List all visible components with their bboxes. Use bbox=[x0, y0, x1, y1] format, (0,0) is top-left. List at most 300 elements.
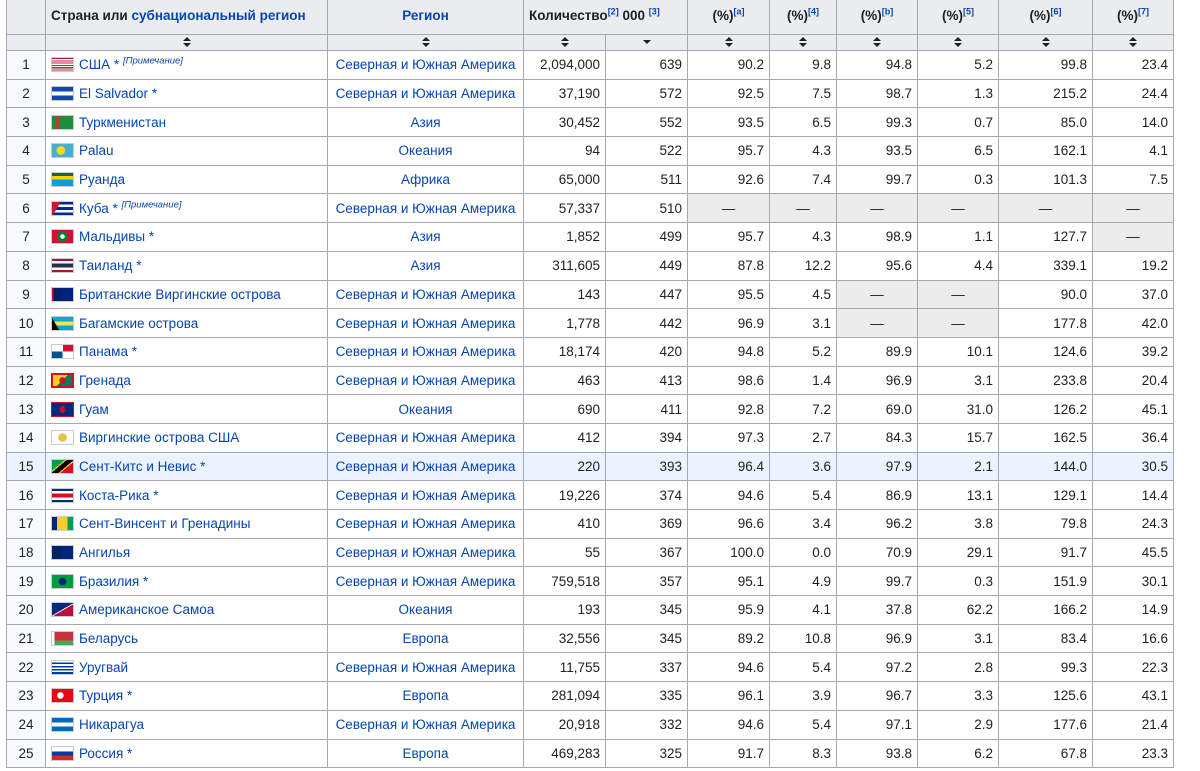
pct-cell: 29.1 bbox=[918, 538, 999, 567]
as-flag-icon bbox=[51, 602, 74, 617]
region-cell bbox=[328, 251, 524, 280]
table-row bbox=[7, 653, 1174, 682]
country-link[interactable]: Руанда bbox=[79, 172, 125, 188]
country-link[interactable]: Таиланд bbox=[79, 258, 133, 274]
table-row bbox=[7, 194, 1174, 223]
sort-updown-icon[interactable] bbox=[422, 37, 430, 47]
per-100k-cell: 413 bbox=[606, 366, 688, 395]
count-cell: 20,918 bbox=[524, 710, 606, 739]
per-100k-cell: 357 bbox=[606, 567, 688, 596]
rank-cell: 1 bbox=[7, 51, 46, 80]
header-row bbox=[7, 0, 1174, 35]
pct-cell: 6.5 bbox=[770, 108, 837, 137]
region-cell bbox=[328, 423, 524, 452]
country-link[interactable]: Уругвай bbox=[79, 659, 129, 675]
sort-pct-button[interactable] bbox=[1093, 35, 1174, 51]
sort-updown-icon[interactable] bbox=[799, 37, 807, 47]
region-link[interactable]: Северная и Южная Америка bbox=[335, 286, 516, 302]
pct-label: (%) bbox=[712, 8, 734, 23]
country-cell bbox=[46, 137, 328, 166]
pct-cell: 30.5 bbox=[1093, 452, 1174, 481]
count-cell: 412 bbox=[524, 423, 606, 452]
pct-cell: 4.4 bbox=[918, 251, 999, 280]
rank-cell: 16 bbox=[7, 481, 46, 510]
pct-cell: 30.1 bbox=[1093, 567, 1174, 596]
asterisk-marker: * bbox=[127, 745, 133, 761]
pct-header-6 bbox=[1093, 0, 1174, 35]
mv-flag-icon bbox=[51, 229, 74, 244]
table-row bbox=[7, 165, 1174, 194]
pct-cell: 99.7 bbox=[837, 165, 918, 194]
count-header-text: Количество bbox=[529, 8, 608, 23]
sort-updown-icon[interactable] bbox=[1129, 37, 1137, 47]
pct-cell: — bbox=[837, 194, 918, 223]
per-100k-cell: 420 bbox=[606, 337, 688, 366]
country-link[interactable]: Гуам bbox=[79, 401, 109, 417]
pct-cell: 95.6 bbox=[837, 251, 918, 280]
table-row bbox=[7, 481, 1174, 510]
cu-flag-icon bbox=[51, 201, 74, 216]
pct-cell: 6.5 bbox=[918, 137, 999, 166]
per-100k-cell: 394 bbox=[606, 423, 688, 452]
region-link[interactable]: Северная и Южная Америка bbox=[335, 344, 516, 360]
vg-flag-icon bbox=[51, 287, 74, 302]
pct-header-1 bbox=[688, 0, 770, 35]
asterisk-marker: * bbox=[148, 229, 155, 245]
country-cell bbox=[46, 108, 328, 137]
rank-cell: 15 bbox=[7, 452, 46, 481]
pct-cell: 7.2 bbox=[770, 395, 837, 424]
rank-cell: 19 bbox=[7, 567, 46, 596]
per-100k-cell: 335 bbox=[606, 682, 688, 711]
country-link[interactable]: Никарагуа bbox=[79, 717, 145, 733]
country-cell bbox=[46, 538, 328, 567]
table-row bbox=[7, 624, 1174, 653]
pct-cell: 23.4 bbox=[1093, 51, 1174, 80]
pct-cell: 6.2 bbox=[918, 739, 999, 768]
per-100k-cell: 552 bbox=[606, 108, 688, 137]
region-link[interactable]: Северная и Южная Америка bbox=[335, 57, 516, 73]
region-link[interactable]: Азия bbox=[410, 229, 441, 245]
pct-cell: 62.2 bbox=[918, 596, 999, 625]
pct-cell: 99.3 bbox=[837, 108, 918, 137]
table-row bbox=[7, 739, 1174, 768]
region-link[interactable]: Европа bbox=[402, 631, 449, 647]
pct-cell: 162.5 bbox=[999, 423, 1093, 452]
pct-cell: 98.9 bbox=[837, 223, 918, 252]
country-link[interactable]: Британские Виргинские острова bbox=[79, 286, 281, 302]
pct-cell: 3.3 bbox=[918, 682, 999, 711]
sort-desc-icon[interactable] bbox=[643, 37, 651, 47]
pct-cell: 36.4 bbox=[1093, 423, 1174, 452]
country-link[interactable]: США bbox=[79, 57, 111, 73]
region-cell bbox=[328, 682, 524, 711]
pct-ref-link[interactable]: [b] bbox=[881, 6, 894, 17]
region-link[interactable]: Северная и Южная Америка bbox=[335, 545, 516, 561]
pct-cell: 20.4 bbox=[1093, 366, 1174, 395]
country-cell bbox=[46, 452, 328, 481]
pct-cell: 94.6 bbox=[688, 481, 770, 510]
region-cell bbox=[328, 739, 524, 768]
table-row bbox=[7, 108, 1174, 137]
table-row bbox=[7, 79, 1174, 108]
region-cell bbox=[328, 596, 524, 625]
pct-cell: 2.1 bbox=[918, 452, 999, 481]
country-link[interactable]: Куба bbox=[79, 200, 109, 216]
pct-cell: 15.7 bbox=[918, 423, 999, 452]
country-cell bbox=[46, 510, 328, 539]
country-link[interactable]: Беларусь bbox=[79, 631, 139, 647]
country-link[interactable]: Туркменистан bbox=[79, 114, 167, 130]
count-cell: 193 bbox=[524, 596, 606, 625]
count-cell: 30,452 bbox=[524, 108, 606, 137]
pct-cell: 5.4 bbox=[770, 653, 837, 682]
pct-label: (%) bbox=[1117, 8, 1138, 23]
pct-header-2 bbox=[770, 0, 837, 35]
region-link[interactable]: Северная и Южная Америка bbox=[335, 573, 516, 589]
region-cell bbox=[328, 280, 524, 309]
country-link[interactable]: Сент-Винсент и Гренадины bbox=[79, 516, 251, 532]
region-link[interactable]: Океания bbox=[398, 143, 453, 159]
country-cell bbox=[46, 251, 328, 280]
rank-cell: 20 bbox=[7, 596, 46, 625]
pct-cell: 177.8 bbox=[999, 309, 1093, 338]
table-row bbox=[7, 423, 1174, 452]
pct-cell: 215.2 bbox=[999, 79, 1093, 108]
sort-pct-button[interactable] bbox=[770, 35, 837, 51]
sort-pct-button[interactable] bbox=[918, 35, 999, 51]
sort-updown-icon[interactable] bbox=[954, 37, 962, 47]
sort-per100k-button[interactable] bbox=[606, 35, 688, 51]
pct-cell: 0.0 bbox=[770, 538, 837, 567]
country-cell bbox=[46, 223, 328, 252]
country-link[interactable]: Мальдивы bbox=[79, 229, 146, 245]
pct-cell: 5.4 bbox=[770, 481, 837, 510]
pct-cell: 95.7 bbox=[688, 137, 770, 166]
region-link[interactable]: Европа bbox=[402, 745, 449, 761]
region-link[interactable]: Северная и Южная Америка bbox=[335, 372, 516, 388]
pct-cell: 3.4 bbox=[770, 510, 837, 539]
count-cell: 37,190 bbox=[524, 79, 606, 108]
pct-cell: 16.6 bbox=[1093, 624, 1174, 653]
country-cell bbox=[46, 481, 328, 510]
count-cell: 1,778 bbox=[524, 309, 606, 338]
pct-cell: — bbox=[1093, 223, 1174, 252]
pct-cell: 100.0 bbox=[688, 538, 770, 567]
rank-cell: 10 bbox=[7, 309, 46, 338]
kn-flag-icon bbox=[51, 459, 74, 474]
country-cell bbox=[46, 624, 328, 653]
pct-cell: 96.4 bbox=[688, 452, 770, 481]
th-flag-icon bbox=[51, 258, 74, 273]
region-link[interactable]: Северная и Южная Америка bbox=[335, 659, 516, 675]
pct-ref-link[interactable]: [a] bbox=[733, 6, 745, 17]
region-link[interactable]: Северная и Южная Америка bbox=[335, 717, 516, 733]
sort-updown-icon[interactable] bbox=[873, 37, 881, 47]
per-100k-cell: 511 bbox=[606, 165, 688, 194]
pct-cell: 90.0 bbox=[999, 280, 1093, 309]
pct-ref-link[interactable]: [6] bbox=[1050, 6, 1062, 17]
country-link[interactable]: Американское Самоа bbox=[79, 602, 215, 618]
country-header bbox=[46, 0, 328, 35]
pct-cell: 96.7 bbox=[837, 682, 918, 711]
region-link[interactable]: Европа bbox=[402, 688, 449, 704]
gd-flag-icon bbox=[51, 373, 74, 388]
pct-cell: 85.0 bbox=[999, 108, 1093, 137]
pct-cell: 1.1 bbox=[918, 223, 999, 252]
pct-cell: 79.8 bbox=[999, 510, 1093, 539]
count-cell: 143 bbox=[524, 280, 606, 309]
pct-cell: 96.2 bbox=[837, 510, 918, 539]
pct-cell: 4.1 bbox=[770, 596, 837, 625]
rank-cell: 17 bbox=[7, 510, 46, 539]
pct-cell: 89.2 bbox=[688, 624, 770, 653]
count-cell: 690 bbox=[524, 395, 606, 424]
pct-cell: 97.1 bbox=[837, 710, 918, 739]
country-link[interactable]: Багамские острова bbox=[79, 315, 199, 331]
region-link[interactable]: Регион bbox=[402, 8, 449, 23]
pct-cell: 98.7 bbox=[837, 79, 918, 108]
pct-cell: 94.8 bbox=[837, 51, 918, 80]
pct-cell: 8.3 bbox=[770, 739, 837, 768]
count-cell: 410 bbox=[524, 510, 606, 539]
pct-header-4 bbox=[918, 0, 999, 35]
pct-cell: 4.3 bbox=[770, 223, 837, 252]
country-link[interactable]: Бразилия bbox=[79, 573, 140, 589]
country-link[interactable]: Коста-Рика bbox=[79, 487, 150, 503]
region-link[interactable]: Северная и Южная Америка bbox=[335, 200, 516, 216]
country-link[interactable]: Виргинские острова США bbox=[79, 430, 240, 446]
region-cell bbox=[328, 79, 524, 108]
table-row bbox=[7, 596, 1174, 625]
region-link[interactable]: Азия bbox=[410, 258, 441, 274]
region-link[interactable]: Северная и Южная Америка bbox=[335, 487, 516, 503]
table-row bbox=[7, 538, 1174, 567]
region-cell bbox=[328, 108, 524, 137]
subnational-region-link[interactable]: субнациональный регион bbox=[131, 8, 306, 23]
table-row bbox=[7, 337, 1174, 366]
pct-cell: 37.8 bbox=[837, 596, 918, 625]
pct-cell: — bbox=[918, 280, 999, 309]
sort-count-button[interactable] bbox=[524, 35, 606, 51]
country-link[interactable]: Турция bbox=[79, 688, 124, 704]
per-100k-cell: 442 bbox=[606, 309, 688, 338]
region-cell bbox=[328, 165, 524, 194]
rank-cell: 6 bbox=[7, 194, 46, 223]
sort-country-button[interactable] bbox=[46, 35, 328, 51]
pct-cell: 144.0 bbox=[999, 452, 1093, 481]
pct-cell: 92.6 bbox=[688, 165, 770, 194]
pct-cell: 31.0 bbox=[918, 395, 999, 424]
sort-region-button[interactable] bbox=[328, 35, 524, 51]
region-cell bbox=[328, 337, 524, 366]
pct-cell: 45.1 bbox=[1093, 395, 1174, 424]
pct-cell: — bbox=[688, 194, 770, 223]
pct-ref-link[interactable]: [5] bbox=[963, 6, 974, 17]
pct-cell: 84.3 bbox=[837, 423, 918, 452]
pct-cell: 5.2 bbox=[918, 51, 999, 80]
pct-cell: 3.1 bbox=[770, 309, 837, 338]
country-cell bbox=[46, 423, 328, 452]
note-link[interactable]: [Примечание] bbox=[121, 199, 182, 211]
country-link[interactable]: Palau bbox=[79, 143, 114, 159]
country-cell bbox=[46, 395, 328, 424]
pct-cell: 96.9 bbox=[837, 366, 918, 395]
rank-cell: 9 bbox=[7, 280, 46, 309]
pct-cell: 7.5 bbox=[770, 79, 837, 108]
pct-cell: 0.3 bbox=[918, 567, 999, 596]
pct-label: (%) bbox=[860, 8, 882, 23]
pct-cell: 70.9 bbox=[837, 538, 918, 567]
pct-cell: 98.6 bbox=[688, 366, 770, 395]
pct-ref-link[interactable]: [4] bbox=[808, 6, 819, 17]
pct-cell: 96.1 bbox=[688, 682, 770, 711]
region-cell bbox=[328, 653, 524, 682]
country-link[interactable]: El Salvador bbox=[79, 86, 149, 102]
region-link[interactable]: Азия bbox=[410, 114, 441, 130]
sort-updown-icon[interactable] bbox=[561, 37, 569, 47]
pct-cell: 10.1 bbox=[918, 337, 999, 366]
region-cell bbox=[328, 137, 524, 166]
region-link[interactable]: Северная и Южная Америка bbox=[335, 430, 516, 446]
sort-updown-icon[interactable] bbox=[1042, 37, 1050, 47]
table-row bbox=[7, 137, 1174, 166]
sort-pct-button[interactable] bbox=[837, 35, 918, 51]
pct-cell: 87.8 bbox=[688, 251, 770, 280]
country-link[interactable]: Сент-Китс и Невис bbox=[79, 458, 197, 474]
table-row bbox=[7, 251, 1174, 280]
country-cell bbox=[46, 739, 328, 768]
pct-cell: 125.6 bbox=[999, 682, 1093, 711]
sv-flag-icon bbox=[51, 86, 74, 101]
country-cell bbox=[46, 79, 328, 108]
sort-updown-icon[interactable] bbox=[725, 37, 733, 47]
region-header bbox=[328, 0, 524, 35]
tr-flag-icon bbox=[51, 688, 74, 703]
per-100k-cell: 369 bbox=[606, 510, 688, 539]
country-link[interactable]: Гренада bbox=[79, 372, 131, 388]
pct-cell: — bbox=[770, 194, 837, 223]
sort-pct-button[interactable] bbox=[999, 35, 1093, 51]
country-link[interactable]: Панама bbox=[79, 344, 128, 360]
pct-cell: 97.9 bbox=[837, 452, 918, 481]
region-link[interactable]: Северная и Южная Америка bbox=[335, 86, 516, 102]
pct-cell: 3.8 bbox=[918, 510, 999, 539]
pct-cell: 99.7 bbox=[837, 567, 918, 596]
note-link[interactable]: [Примечание] bbox=[122, 55, 183, 67]
sort-updown-icon[interactable] bbox=[183, 37, 191, 47]
pct-cell: — bbox=[837, 309, 918, 338]
table-row bbox=[7, 510, 1174, 539]
per-100k-cell: 374 bbox=[606, 481, 688, 510]
pct-cell: 95.7 bbox=[688, 223, 770, 252]
pct-cell: 14.9 bbox=[1093, 596, 1174, 625]
cr-flag-icon bbox=[51, 488, 74, 503]
region-link[interactable]: Океания bbox=[398, 401, 453, 417]
count-ref-link-1[interactable]: [2] bbox=[607, 6, 619, 17]
pct-cell: 22.3 bbox=[1093, 653, 1174, 682]
per-100k-cell: 332 bbox=[606, 710, 688, 739]
region-link[interactable]: Африка bbox=[400, 172, 451, 188]
pct-cell: 99.3 bbox=[999, 653, 1093, 682]
ai-flag-icon bbox=[51, 545, 74, 560]
rank-cell: 22 bbox=[7, 653, 46, 682]
per-100k-cell: 447 bbox=[606, 280, 688, 309]
pct-cell: 3.1 bbox=[918, 624, 999, 653]
pct-cell: 21.4 bbox=[1093, 710, 1174, 739]
rank-cell: 12 bbox=[7, 366, 46, 395]
rank-cell: 24 bbox=[7, 710, 46, 739]
pct-cell: 94.8 bbox=[688, 337, 770, 366]
pct-label: (%) bbox=[787, 8, 808, 23]
region-link[interactable]: Северная и Южная Америка bbox=[335, 315, 516, 331]
region-link[interactable]: Океания bbox=[398, 602, 453, 618]
rank-cell: 2 bbox=[7, 79, 46, 108]
pct-cell: 90.2 bbox=[688, 51, 770, 80]
region-cell bbox=[328, 223, 524, 252]
pct-cell: 19.2 bbox=[1093, 251, 1174, 280]
pct-cell: 1.3 bbox=[918, 79, 999, 108]
gu-flag-icon bbox=[51, 402, 74, 417]
region-cell bbox=[328, 538, 524, 567]
count-ref-link-2[interactable]: [3] bbox=[648, 6, 660, 17]
count-cell: 463 bbox=[524, 366, 606, 395]
region-link[interactable]: Северная и Южная Америка bbox=[335, 516, 516, 532]
rw-flag-icon bbox=[51, 172, 74, 187]
rank-cell: 7 bbox=[7, 223, 46, 252]
table-row bbox=[7, 366, 1174, 395]
count-cell: 759,518 bbox=[524, 567, 606, 596]
pct-cell: 93.8 bbox=[837, 739, 918, 768]
rank-header bbox=[7, 0, 46, 35]
region-link[interactable]: Северная и Южная Америка bbox=[335, 458, 516, 474]
pct-cell: 39.2 bbox=[1093, 337, 1174, 366]
pct-label: (%) bbox=[1029, 8, 1051, 23]
asterisk-marker: * bbox=[136, 258, 142, 274]
region-cell bbox=[328, 452, 524, 481]
pct-cell: 0.7 bbox=[918, 108, 999, 137]
pct-cell: 12.2 bbox=[770, 251, 837, 280]
country-header-text: Страна или bbox=[51, 8, 128, 23]
pct-ref-link[interactable]: [7] bbox=[1138, 6, 1149, 17]
pct-cell: 91.7 bbox=[999, 538, 1093, 567]
pct-cell: 9.8 bbox=[770, 51, 837, 80]
country-cell bbox=[46, 653, 328, 682]
pct-cell: 86.9 bbox=[837, 481, 918, 510]
pct-cell: 67.8 bbox=[999, 739, 1093, 768]
per-100k-cell: 449 bbox=[606, 251, 688, 280]
pct-cell: 93.5 bbox=[837, 137, 918, 166]
pct-cell: 94.6 bbox=[688, 653, 770, 682]
by-flag-icon bbox=[51, 631, 74, 646]
sort-pct-button[interactable] bbox=[688, 35, 770, 51]
pct-cell: — bbox=[918, 194, 999, 223]
pct-cell: 92.8 bbox=[688, 395, 770, 424]
country-link[interactable]: Россия bbox=[79, 745, 124, 761]
count-header bbox=[524, 0, 688, 35]
per-100k-cell: 337 bbox=[606, 653, 688, 682]
table-row bbox=[7, 309, 1174, 338]
vi-flag-icon bbox=[51, 430, 74, 445]
country-link[interactable]: Ангилья bbox=[79, 545, 131, 561]
pct-cell: 96.9 bbox=[688, 309, 770, 338]
rank-cell: 11 bbox=[7, 337, 46, 366]
pct-cell: 93.5 bbox=[688, 108, 770, 137]
ru-flag-icon bbox=[51, 746, 74, 761]
br-flag-icon bbox=[51, 574, 74, 589]
pct-cell: 97.2 bbox=[837, 653, 918, 682]
table-row bbox=[7, 51, 1174, 80]
